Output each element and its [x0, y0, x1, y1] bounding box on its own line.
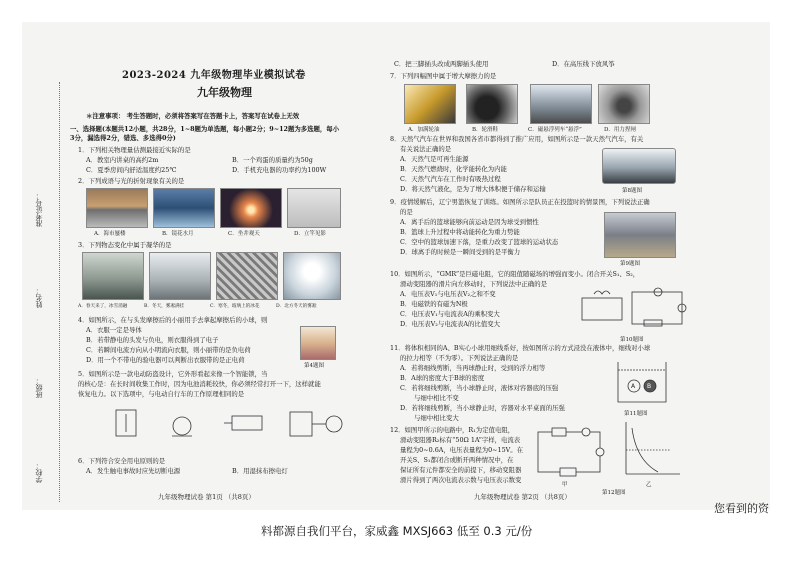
q11-option-c: C．若将细线剪断，当小球静止时，液体对容器底的压强	[400, 384, 559, 392]
q5-options-diagram	[112, 402, 352, 446]
q5-stem: 5．如图所示是一款电动防盗设计，它外形看起来像一个智能锁，当	[78, 370, 268, 378]
side-label-school: 学校：	[35, 462, 43, 483]
exam-title: 2023-2024 九年级物理毕业模拟试卷	[122, 70, 306, 81]
binding-line	[59, 82, 60, 502]
q9-stem-2: 的是	[400, 208, 413, 216]
q6-option-a: A．发生触电事故时应先切断电源	[86, 467, 181, 475]
q4-figure-caption: 第4题图	[304, 363, 324, 369]
q5-stem-2: 的核心是：在长时间收集工作时，因为电池消耗较快，你必须经常打开一下，这样就能	[78, 380, 321, 388]
q2-stem: 2．下列成语与光的折射现象有关的是	[78, 177, 185, 185]
q3-caption-a: A．春天来了，冰雪消融	[78, 304, 128, 309]
q4-option-d: D．用一个不带电的验电器可以判断出衣服带的是正电荷	[86, 356, 245, 364]
q5-stem-3: 恢复电力。以下选项中，与电动自行车的工作原理相同的是	[78, 390, 245, 398]
q7-image-skate	[466, 84, 518, 124]
q4-option-c: C．若瞬间电流方向从小明流向衣服，则小丽带的是负电荷	[86, 346, 251, 354]
q1-option-b: B．一个鸡蛋的质量约为50g	[232, 156, 313, 164]
q8-option-d: D．将天然气液化，是为了增大体积便于储存和运输	[400, 185, 546, 193]
q12-stem-5: 保证所有元件都安全的前提下，移动变阻器	[400, 466, 522, 474]
q10-circuit-diagram	[578, 284, 688, 332]
q12-graph	[618, 420, 682, 480]
q11-option-d: D．若将细线剪断，当小球静止时，容器对水平桌面的压强	[400, 404, 565, 412]
q2-image-shadow	[287, 188, 341, 228]
q9-stem: 9．疫情缓解后，辽宁男篮恢复了训练。如图所示是队员正在投篮时的情景图，下列说法正确	[390, 198, 650, 206]
q2-caption-b: B．镜花水月	[162, 231, 194, 237]
q1-stem: 1．下列相关物理量估测最接近实际的是	[78, 146, 191, 154]
q12-figure-caption: 第12题图	[602, 490, 626, 496]
q7-image-maglev	[530, 84, 592, 124]
q8-figure-car	[602, 148, 676, 184]
overlay-right-text: 您看到的资	[714, 502, 769, 515]
q6-option-c: C．把三脚插头改成两脚插头使用	[394, 60, 489, 68]
q10-stem-2: 滑动变阻器的滑片向左移动时，下列说法中正确的是	[400, 280, 547, 288]
side-label-exam-number: 准考证号：	[35, 192, 43, 227]
q10-option-b: B．电磁铁的有磁为N极	[400, 300, 468, 308]
q8-option-b: B．天然气燃烧时，化学能转化为内能	[400, 165, 507, 173]
q3-caption-b: B．冬天，雾凇满挂	[144, 304, 185, 309]
q11-stem: 11．将体积相同的A、B实心小球用细线系好，按如图所示的方式浸没在液体中，细线对小球	[390, 344, 651, 352]
q10-option-d: D．电压表V₂与电流表A的比值变大	[400, 320, 500, 328]
q1-option-a: A．教室内讲桌的高约2m	[86, 156, 159, 164]
q2-caption-a: A．海市蜃楼	[94, 231, 126, 237]
q10-option-c: C．电压表V₁与电流表A的乘积变大	[400, 310, 500, 318]
q8-figure-caption: 第8题图	[622, 188, 642, 194]
q7-caption-a: A．加满轮油	[408, 127, 440, 133]
q11-option-b: B．A球的密度大于B球的密度	[400, 374, 485, 382]
q3-image-rime	[283, 252, 341, 300]
q1-option-d: D．手机充电器的功率约为100W	[232, 166, 327, 174]
q2-caption-c: C．坐井观天	[228, 231, 260, 237]
q7-image-brake	[598, 84, 650, 124]
page-footer-left: 九年级物理试卷 第1页 （共8页）	[158, 493, 255, 501]
q12-stem: 12．如图甲所示的电路中，R₁为定值电阻，	[390, 426, 515, 434]
svg-text:A: A	[631, 383, 636, 390]
q7-caption-c: C．磁悬浮列车“悬浮”	[528, 127, 582, 133]
q3-image-melt	[82, 252, 144, 300]
q4-option-b: B．若带静电的头发与负电，则衣服得到了电子	[86, 336, 219, 344]
q12-label-jia: 甲	[562, 482, 568, 488]
q6-option-b: B．用湿抹布擦电灯	[232, 467, 288, 475]
q10-stem: 10．如图所示，“GMR”是巨磁电阻，它的阻值随磁场的增强而变小。闭合开关S₁、S₂，	[390, 270, 640, 278]
svg-text:B: B	[647, 383, 652, 390]
q3-stem: 3．下列物态变化中属于凝华的是	[78, 241, 172, 249]
q3-image-frost	[149, 252, 211, 300]
q7-caption-b: B．轮滑鞋	[472, 127, 499, 133]
q7-stem: 7．下列四幅图中属于增大摩擦力的是	[390, 72, 497, 80]
page-footer-right: 九年级物理试卷 第2页 （共8页）	[474, 493, 571, 501]
q9-option-c: C．空中的篮球加速下落，是重力改变了篮球的运动状态	[400, 238, 559, 246]
q8-option-a: A．天然气是可再生能源	[400, 155, 469, 163]
q1-option-c: C．夏季房间内舒适温度约25℃	[86, 166, 177, 174]
q11-option-d-cont: 与细中相比变大	[414, 414, 459, 422]
bottom-watermark-text: 料都源自我们平台，家威鑫 MXSJ663 低至 0.3 元/份	[261, 524, 533, 538]
side-label-name: 姓名：	[35, 287, 43, 308]
q9-option-d: D．球离手的时候是一瞬间受到的是平衡力	[400, 248, 521, 256]
q9-figure-basketball	[604, 212, 676, 258]
q3-image-ice-flower	[216, 252, 278, 300]
q4-stem: 4．如图所示，在与头发摩擦后的小丽用手去拿起摩擦后的小球，则	[78, 316, 268, 324]
q3-caption-c: C．寒冬，玻璃上的冰花	[210, 304, 260, 309]
q4-figure	[300, 326, 336, 360]
section-heading: 一、选择题(本题共12小题，共28分，1~8题为单选题，每小题2分；9~12题为多选题，每小	[70, 125, 340, 133]
q11-option-c-cont: 与细中相比不变	[414, 394, 459, 402]
subject-title: 九年级物理	[197, 86, 252, 99]
q11-stem-2: 的拉力相等（不为零）。下列说法正确的是	[400, 354, 519, 362]
q3-caption-d: D．北方冬天的雾凇	[276, 304, 317, 309]
q12-stem-4: 开关S、S₁都闭合或断开两种情况中，在	[400, 456, 514, 464]
q9-figure-caption: 第9题图	[620, 261, 640, 267]
q8-stem: 8．天然气汽车在世界和我国各省市都得到了推广应用，如图所示是一款天然气汽车，有关	[390, 135, 644, 143]
section-heading-cont: 3分，漏选得2分，错选、多选得0分)	[70, 134, 176, 142]
q2-image-mirage	[86, 188, 148, 228]
exam-sheet	[22, 22, 770, 510]
q6-stem: 6．下列符合安全用电原则的是	[78, 457, 166, 465]
q7-image-oil	[404, 84, 456, 124]
q11-option-a: A．若将细线剪断，当再球静止时，受到的浮力相等	[400, 364, 546, 372]
q12-stem-6: 滑片得到了两次电流表示数与电压表示数变	[400, 476, 522, 484]
q9-option-b: B．篮球上升过程中将动能转化为重力势能	[400, 228, 520, 236]
q11-container-diagram	[614, 360, 670, 406]
q12-label-yi: 乙	[646, 482, 652, 488]
q6-option-d: D．在高压线下放风筝	[552, 60, 615, 68]
notice: ＊注意事项： 考生答题时，必须将答案写在答题卡上，答案写在试卷上无效	[86, 112, 300, 120]
q9-option-a: A．离手后的篮球能够向前运动是因为球受到惯性	[400, 218, 539, 226]
side-label-class: 班级：	[35, 377, 43, 398]
q12-stem-2: 滑动变阻器R₂标有“50Ω 1A”字样，电流表	[400, 436, 521, 444]
q8-stem-2: 有关说法正确的是	[400, 145, 452, 153]
q4-option-a: A．衣服一定是导体	[86, 326, 142, 334]
q2-caption-d: D．立竿见影	[294, 231, 326, 237]
q2-image-well	[220, 188, 282, 228]
q12-stem-3: 量程为0~0.6A，电压表量程为0~15V。在	[400, 446, 524, 454]
q12-circuit-diagram	[532, 426, 608, 478]
q11-figure-caption: 第11题图	[624, 411, 648, 417]
q10-option-a: A．电压表V₁与电压表V₂之和不变	[400, 290, 496, 298]
q2-image-reflection	[153, 188, 215, 228]
q8-option-c: C．天然气汽车在工作时有吸热过程	[400, 175, 501, 183]
q7-caption-d: D．用力捏闸	[604, 127, 636, 133]
q10-figure-caption: 第10题图	[620, 337, 644, 343]
